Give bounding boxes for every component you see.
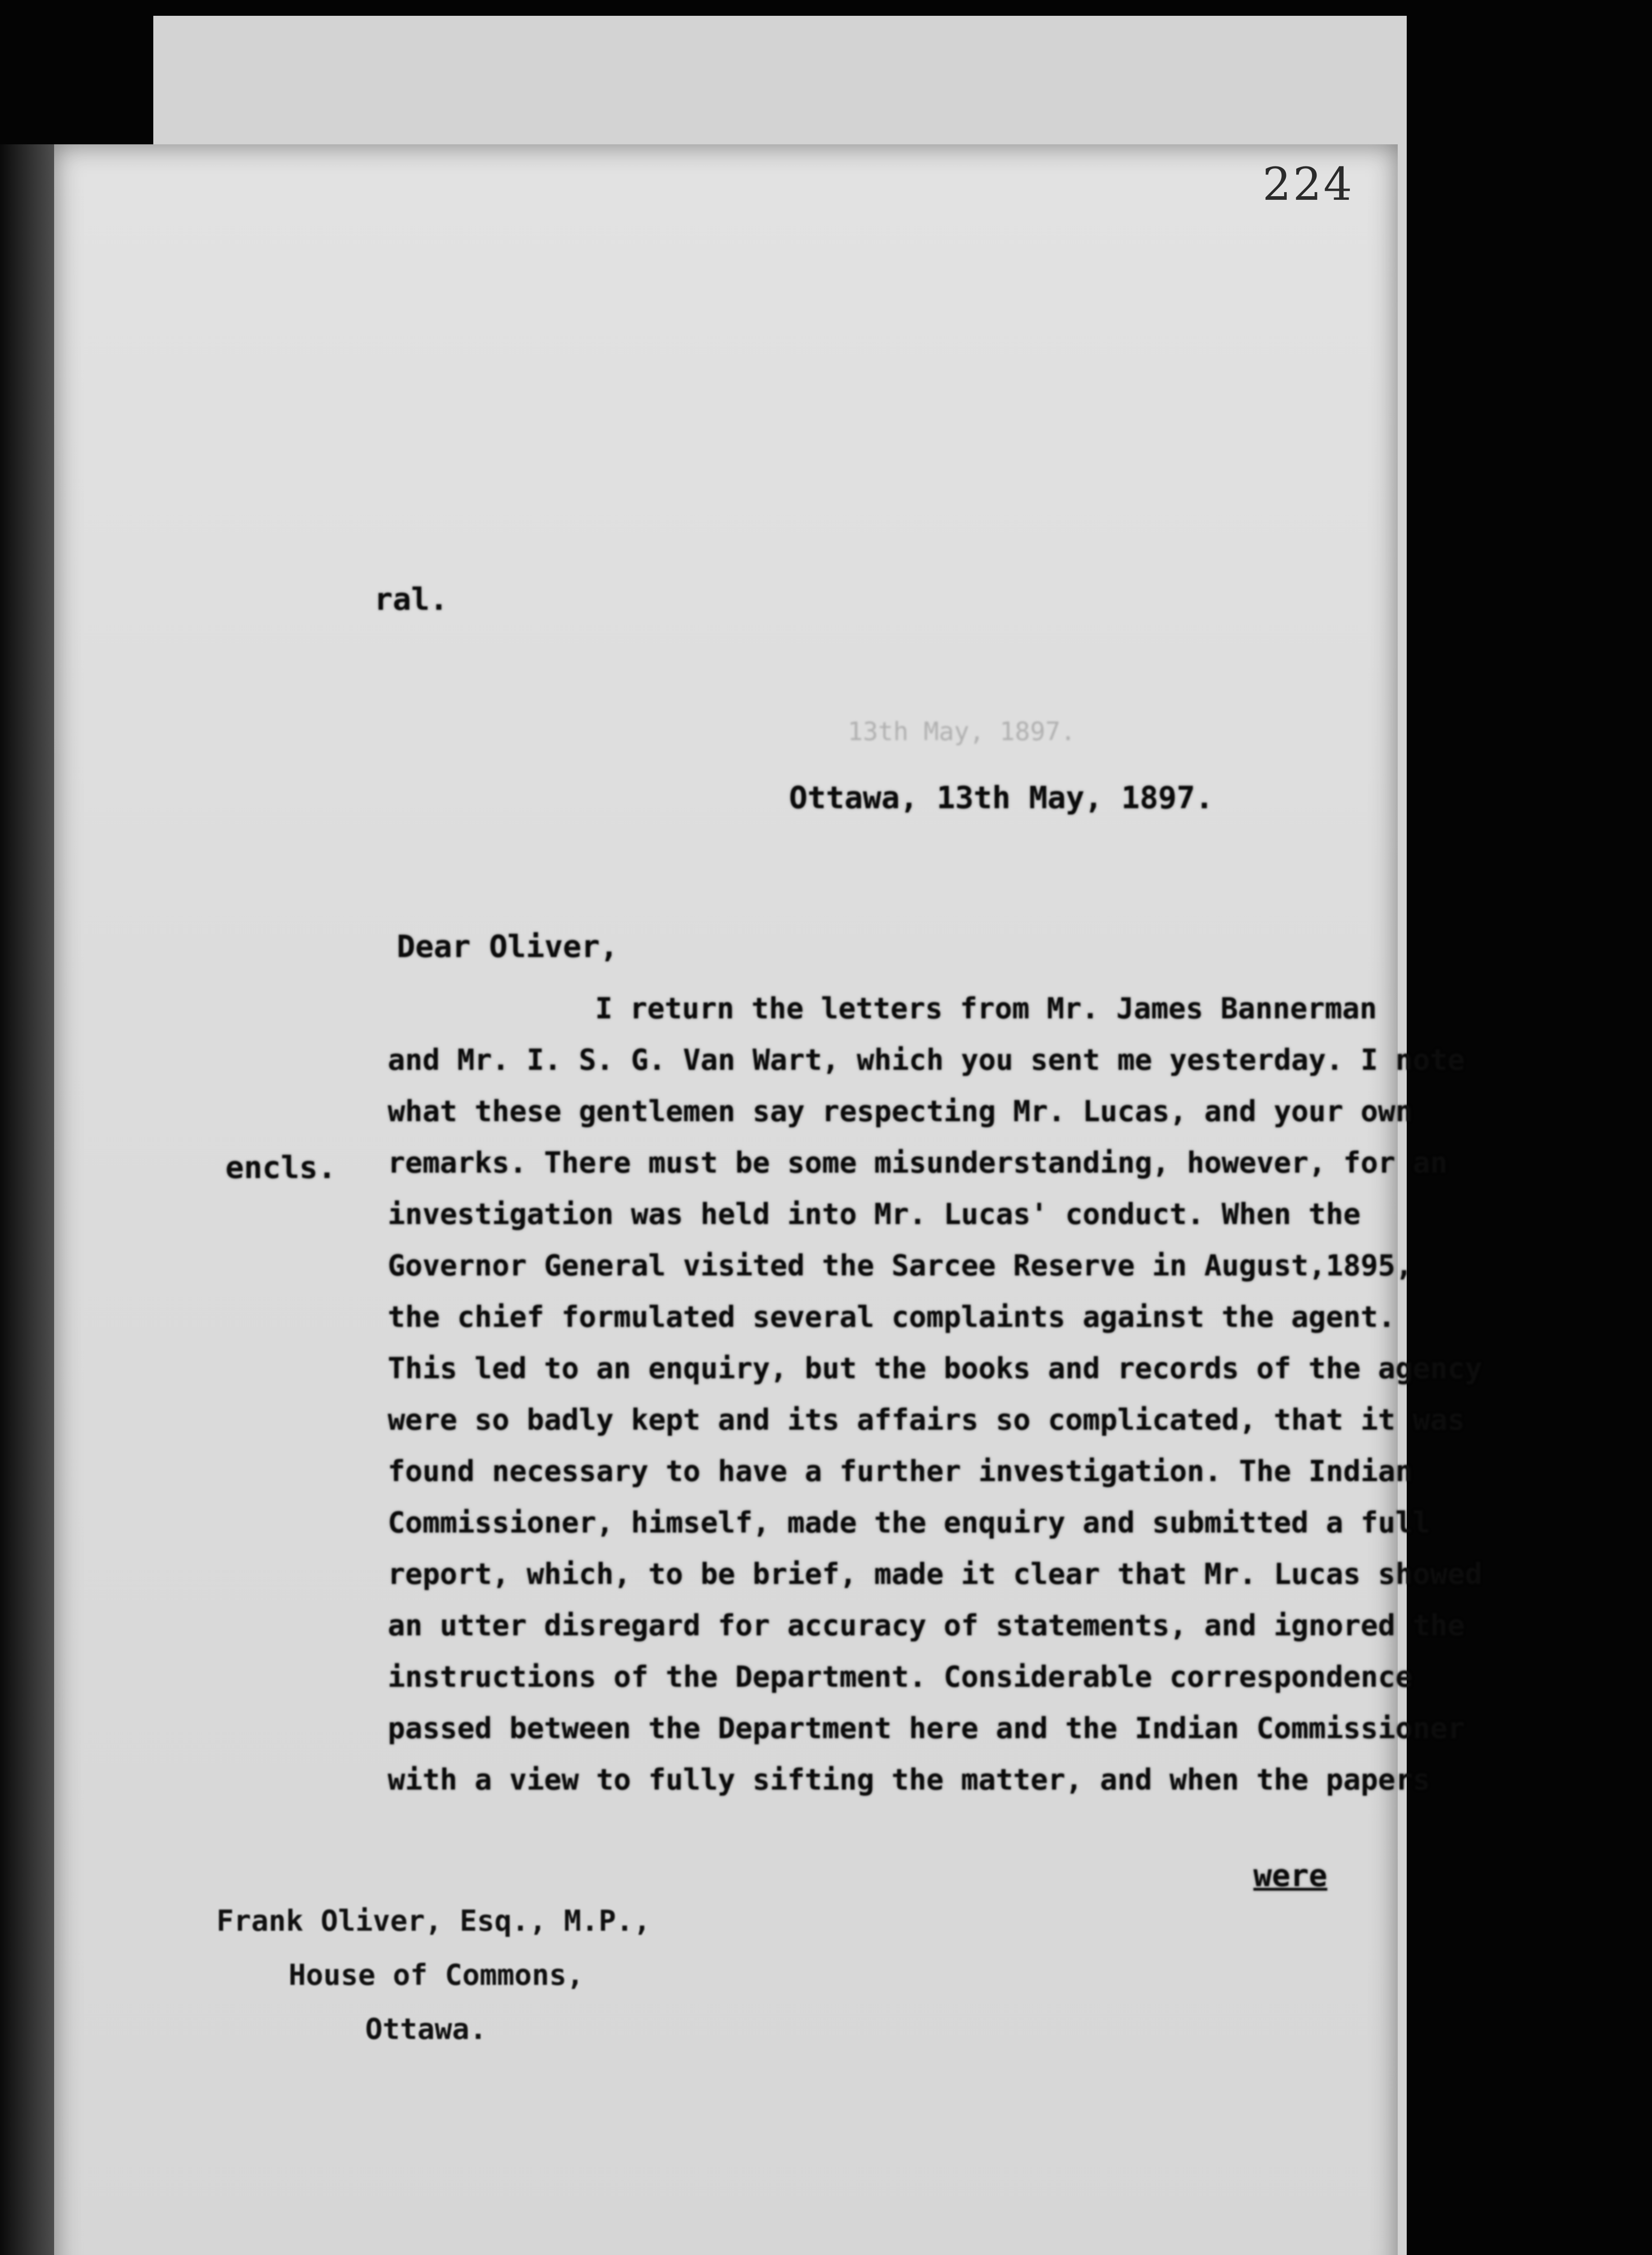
addressee-name: Frank Oliver, Esq., M.P.,	[216, 1905, 651, 1938]
addressee-block	[216, 1894, 651, 2057]
body-line: Commissioner, himself, made the enquiry and submitted a full	[388, 1506, 1430, 1540]
body-line: were so badly kept and its affairs so complicated, that it was	[388, 1404, 1465, 1437]
letter-body	[388, 983, 1482, 1806]
letter-date: Ottawa, 13th May, 1897.	[789, 780, 1214, 816]
body-line: report, which, to be brief, made it clear that Mr. Lucas showed	[388, 1558, 1482, 1591]
carried-over-fragment: ral.	[374, 582, 448, 617]
addressee-line: House of Commons,	[289, 1959, 584, 1992]
body-line: an utter disregard for accuracy of statements, and ignored the	[388, 1609, 1465, 1643]
body-line: This led to an enquiry, but the books and records of the agency	[388, 1352, 1482, 1385]
body-line: remarks. There must be some misunderstanding, however, for an	[388, 1146, 1448, 1180]
bleed-through-date: 13th May, 1897.	[848, 717, 1076, 746]
body-line: investigation was held into Mr. Lucas' conduct. When the	[388, 1198, 1361, 1231]
body-line: instructions of the Department. Considerable correspondence	[388, 1661, 1413, 1694]
body-line: I return the letters from Mr. James Bannerman	[595, 992, 1377, 1026]
body-line: found necessary to have a further investigation. The Indian	[388, 1455, 1413, 1488]
sheet-edge-shadow	[0, 144, 63, 2255]
enclosures-note: encls.	[225, 1150, 336, 1186]
body-line: what these gentlemen say respecting Mr. Lucas, and your own	[388, 1095, 1413, 1128]
body-line: Governor General visited the Sarcee Reserve in August,1895,	[388, 1249, 1413, 1283]
body-line: the chief formulated several complaints against the agent.	[388, 1301, 1395, 1334]
continuation-catchword: were	[1253, 1858, 1327, 1894]
body-line: passed between the Department here and the Indian Commissioner	[388, 1712, 1465, 1745]
salutation: Dear Oliver,	[397, 929, 619, 965]
body-line: and Mr. I. S. G. Van Wart, which you sent me yesterday. I note	[388, 1044, 1465, 1077]
body-line: with a view to fully sifting the matter, and when the papers	[388, 1763, 1430, 1797]
addressee-line: Ottawa.	[365, 2013, 487, 2046]
page-number: 224	[1262, 158, 1354, 211]
